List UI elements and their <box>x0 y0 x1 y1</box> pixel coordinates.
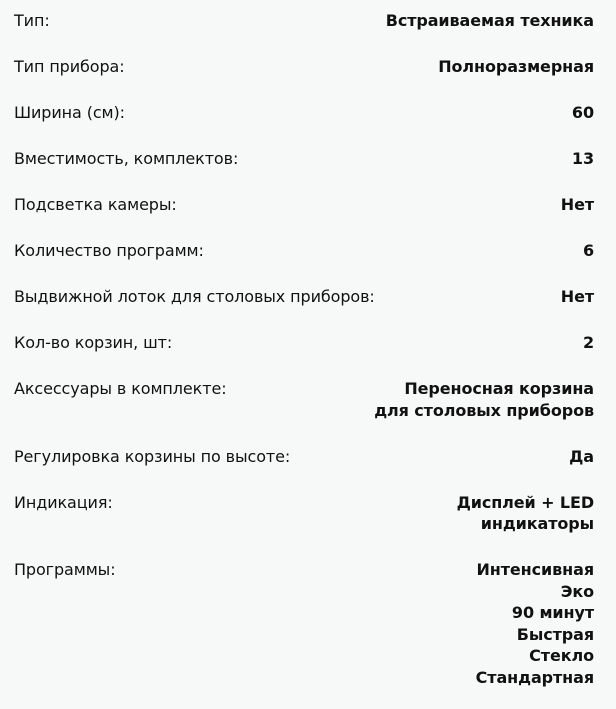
spec-value-line: Нет <box>560 195 594 214</box>
spec-label: Тип: <box>14 11 50 30</box>
spec-value-line: Интенсивная <box>476 560 594 579</box>
spec-row-type <box>14 10 594 32</box>
spec-label: Ширина (см): <box>14 103 125 122</box>
specifications-list <box>0 10 616 709</box>
spec-row-programs <box>14 559 594 688</box>
spec-value <box>583 240 594 262</box>
spec-label: Тип прибора: <box>14 57 125 76</box>
spec-row-program-count <box>14 240 594 262</box>
spec-label: Выдвижной лоток для столовых приборов: <box>14 287 375 306</box>
spec-value-line: Да <box>569 446 594 466</box>
spec-label: Кол-во корзин, шт: <box>14 333 173 352</box>
spec-value-line: 13 <box>571 149 594 168</box>
spec-label: Количество программ: <box>14 241 204 260</box>
spec-value-line: 90 минут <box>511 603 594 622</box>
spec-value <box>569 446 594 468</box>
spec-value-line: Нет <box>560 287 594 306</box>
spec-value-line: Дисплей + LED <box>456 492 594 512</box>
spec-value <box>572 148 594 170</box>
spec-row-basket-count <box>14 332 594 354</box>
spec-value-line: Стандартная <box>475 667 594 687</box>
spec-value-line: Полноразмерная <box>438 57 594 76</box>
spec-value <box>583 332 594 354</box>
spec-value-line: 60 <box>571 103 594 122</box>
spec-value <box>572 102 594 124</box>
spec-label: Программы: <box>14 560 116 579</box>
spec-value-line: Встраиваемая техника <box>385 11 594 30</box>
spec-value-line: Стекло <box>529 646 594 665</box>
spec-label: Аксессуары в комплекте: <box>14 379 227 398</box>
spec-label: Подсветка камеры: <box>14 195 177 214</box>
spec-label: Регулировка корзины по высоте: <box>14 446 291 466</box>
spec-row-device-type <box>14 56 594 78</box>
spec-value-line: Быстрая <box>516 624 594 644</box>
spec-value-line: индикаторы <box>480 514 594 533</box>
spec-row-basket-height-adjust <box>14 446 594 468</box>
spec-value-line: 2 <box>582 333 594 352</box>
spec-row-capacity <box>14 148 594 170</box>
spec-value <box>561 194 594 216</box>
spec-row-indication <box>14 492 594 535</box>
spec-value <box>386 10 594 32</box>
spec-row-accessories <box>14 378 594 421</box>
spec-value <box>374 378 594 421</box>
spec-value-line: Переносная корзина <box>404 379 594 398</box>
spec-value-line: 6 <box>582 241 594 260</box>
spec-label: Вместимость, комплектов: <box>14 149 239 168</box>
spec-value <box>561 286 594 308</box>
spec-value <box>438 56 594 78</box>
spec-value <box>476 559 594 688</box>
spec-value <box>457 492 594 535</box>
spec-row-cutlery-tray <box>14 286 594 308</box>
spec-row-interior-light <box>14 194 594 216</box>
spec-value-line: для столовых приборов <box>374 400 594 420</box>
spec-value-line: Эко <box>560 581 594 601</box>
spec-row-width <box>14 102 594 124</box>
spec-label: Индикация: <box>14 492 113 512</box>
